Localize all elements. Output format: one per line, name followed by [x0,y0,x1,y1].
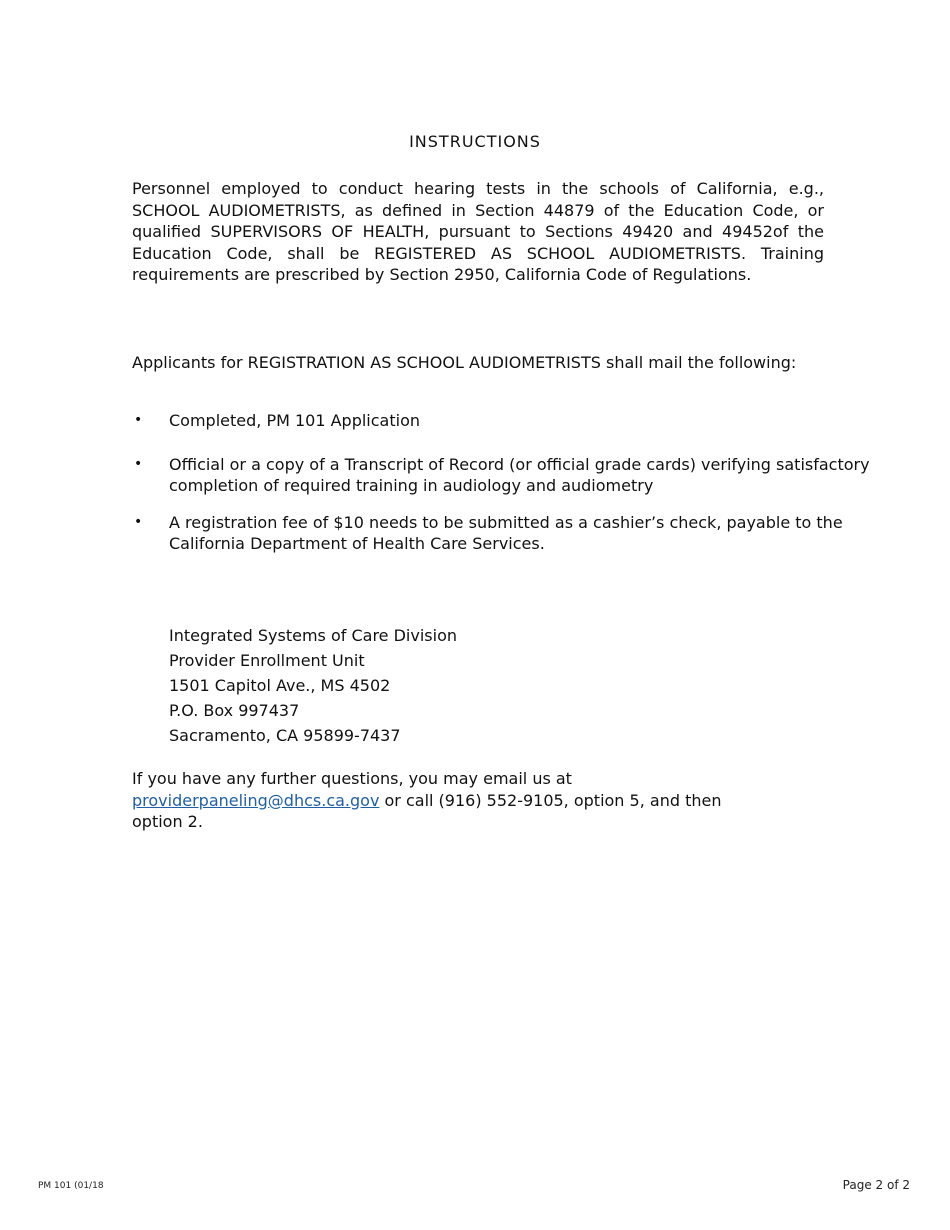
bullet-icon: • [134,513,143,530]
requirements-list [132,410,872,570]
list-item-text: Completed, PM 101 Application [169,411,420,430]
list-item [132,410,872,432]
email-link[interactable]: providerpaneling@dhcs.ca.gov [132,790,380,810]
list-item [132,512,872,555]
address-line: 1501 Capitol Ave., MS 4502 [169,676,391,695]
list-item [132,454,872,497]
bullet-icon: • [134,455,143,472]
address-line: Sacramento, CA 95899-7437 [169,726,401,745]
form-id: PM 101 (01/18 [38,1181,104,1191]
contact-paragraph [132,768,752,833]
page-number: Page 2 of 2 [842,1178,910,1192]
bullet-icon: • [134,412,143,428]
page-title: INSTRUCTIONS [409,132,541,151]
list-item-text: Official or a copy of a Transcript of Record (or official grade cards) verifying satisfactory completion of required training in audiology and audiometry [169,454,870,495]
list-item-text: A registration fee of $10 needs to be submitted as a cashier’s check, payable to the California Department of Health Care Services. [169,512,843,553]
contact-intro: If you have any further questions, you may email us at [132,769,572,788]
address-line: P.O. Box 997437 [169,701,300,720]
address-line: Provider Enrollment Unit [169,651,365,670]
applicants-paragraph: Applicants for REGISTRATION AS SCHOOL AUDIOMETRISTS shall mail the following: [132,353,797,372]
address-line: Integrated Systems of Care Division [169,626,457,645]
mailing-address [169,623,457,748]
contact-outro: or call (916) 552-9105, option 5, and then option 2. [132,790,722,831]
intro-paragraph: Personnel employed to conduct hearing tests in the schools of California, e.g., SCHOOL AUDIOMETRISTS, as defined in Section 44879 of the Education Code, or qualified SUPERVISORS OF HEALTH, pursuant to Sections 49420 and 49452of the Education Code, shall be REGISTERED AS SCHOOL AUDIOMETRISTS. Training requirements are prescribed by Section 2950, California Code of Regulations. [132,179,824,284]
